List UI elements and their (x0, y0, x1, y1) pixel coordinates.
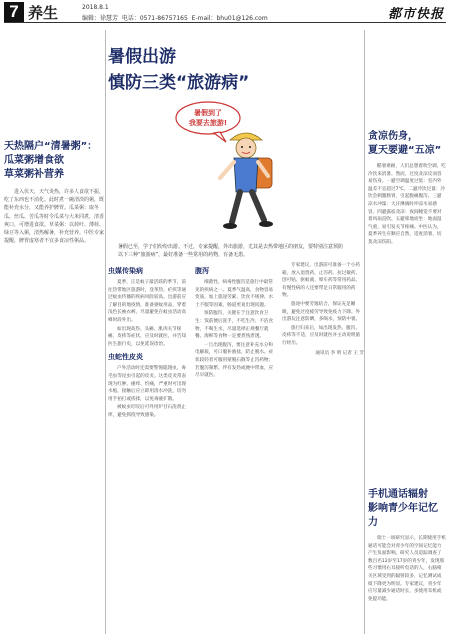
left-article-body: 进入伏天，天气炎热，许多人食欲不振，吃了东西也不消化。此时煮一碗清淡的粥，既能补充水分，又能养护脾胃。瓜菜粥：取冬瓜、丝瓜、苦瓜等时令瓜菜与大米同煮，清香爽口，可增进食欲。草菜粥：以荷叶、薄荷、绿豆等入粥，清热解暑，补充营养。中医专家提醒，脾胃虚寒者不宜多食凉性粥品。 (4, 189, 105, 245)
paragraph: 如出现高热、头痛、肌肉关节疼痛、皮疹等症状，应及时就医，并告知医生旅行史，以免延误诊治。 (108, 326, 187, 347)
traveler-drawing (168, 96, 288, 236)
left-title-line3: 草菜粥补营养 (4, 169, 64, 180)
section-heading-insect: 虫媒传染病 (108, 267, 143, 275)
head-icon (236, 138, 256, 158)
section-title: 养生 (28, 4, 59, 22)
paragraph: 细菌性、病毒性腹泻是旅行中最常见的疾病之一。夏季气温高，食物容易变质，加上旅途劳累、饮食不规律、水土不服等因素，肠道更易出现问题。 (195, 280, 274, 308)
body-shirt (234, 158, 258, 192)
main-column-2 (195, 262, 277, 381)
right1-title-line1: 贪凉伤身， (368, 131, 418, 142)
email: E-mail：bhu01@126.com (191, 15, 268, 22)
left-title-line1: 天热隔户“清暑粥”： (4, 141, 98, 152)
paragraph: 旅行归来后，如出现发热、腹泻、皮疹等不适，应及时就医并主动说明旅行经历。 (282, 325, 361, 346)
byline: 通讯员 李 明 记者 王 芳 (315, 350, 364, 356)
headline-line2: 慎防三类“旅游病” (108, 73, 250, 93)
editor: 编辑：徐慧芳 (82, 15, 119, 22)
illustration-caption: 暑假已至，学子们纷纷出游。不过，专家提醒，外出旅游，尤其是去热带地区的朋友，要特别注意预防以下三种“旅游病”，最好准备一些常用的药物，有备无患。 (118, 244, 344, 258)
section-heading-diarrhea: 腹泻 (195, 267, 209, 275)
column-divider-left (105, 30, 106, 634)
left-title-line2: 瓜菜粥增食欲 (4, 155, 64, 166)
main-column-1 (108, 262, 190, 421)
right1-title-line2: 夏天要避“五凉” (368, 145, 442, 156)
traveler-illustration (168, 96, 288, 236)
paragraph: 专家建议，出游前可准备一个小药箱，放入退烧药、止泻药、抗过敏药、创可贴、驱蚊液、晕车药等常用药品。有慢性病的人还要带足日常服用的药物。 (282, 263, 361, 299)
bubble-text-1: 暑假到了 (194, 109, 222, 117)
right-article-2-body: 瑞士一项研究显示，长期使用手机通话可能会对青少年的空间记忆能力产生负面影响。研究人员追踪调查了数百名12岁至17岁的青少年，发现那些习惯用右耳接听电话的人，右脑相关区域受到的辐射较多，记忆测试成绩下降更为明显。专家建议，青少年应尽量减少通话时长，多使用耳机或免提功能。 (368, 536, 446, 602)
headline-line1: 暑假出游 (108, 47, 176, 67)
page-number: 7 (4, 2, 24, 22)
left-article (4, 140, 104, 245)
phone: 电话：0571-86757165 (121, 15, 188, 22)
right-article-2 (368, 488, 446, 603)
paragraph: 夏季，正是蚊子最活跃的季节，前往热带地区旅游时，登革热、疟疾等通过蚊虫传播的疾病风险较高。出游前应了解目的地疫情，准备驱蚊用品，穿着浅色长袖衣裤，尽量避免在蚊虫活动高峰时段外出。 (108, 280, 187, 323)
main-column-3 (282, 262, 364, 356)
paragraph: 被蚊虫叮咬后可外用炉甘石洗剂止痒，避免抓挠导致感染。 (108, 405, 186, 418)
issue-date: 2018.8.1 (82, 4, 109, 11)
right2-title-line1: 手机通话辐射 (368, 489, 428, 500)
bubble-text-2: 我要去旅游! (188, 119, 228, 127)
shoe-left (223, 223, 237, 229)
shoe-right (259, 221, 273, 227)
right-article-1 (368, 130, 446, 247)
right-article-1-body: 酷暑难耐，人们总想着吹空调、吃冷饮来消暑。然而，过度贪凉反而容易伤身。一避空调温度过低：室内外温差不宜超过7℃。二避冷饮过量：冷饮会刺激肠胃，引起腹痛腹泻。三避凉水冲澡：大汗淋漓时冲凉水易感冒。四避露宿贪凉：夜间睡觉不要对着风扇直吹。五避席地而坐：地面湿气重，易引发关节疼痛。中医认为，夏季养生应顺应自然，适度消暑，切莫贪凉伤阳。 (368, 164, 446, 245)
speech-bubble-tail (214, 132, 226, 142)
paragraph: 预防腹泻，关键在于注意饮食卫生：饭前便后洗手，不吃生冷、不洁食物，不喝生水，尽量选择正规餐厅就餐。海鲜等食物一定要煮熟煮透。 (195, 311, 274, 340)
right-article-2-title (368, 488, 446, 530)
right-article-1-title (368, 130, 446, 158)
paragraph: 户外活动时还需要警惕隐翅虫、毒毛虫等昆虫引起的皮炎。这类皮炎常表现为红肿、瘙痒、灼痛，严重时可出现水疱。接触后应立即用清水冲洗，切勿用手拍打或搓揉，以免毒液扩散。 (108, 366, 187, 402)
main-headline (108, 44, 308, 96)
speech-bubble (176, 102, 240, 134)
newspaper-brand: 都市快报 (387, 7, 444, 22)
paragraph: 一旦出现腹泻，要注意补充水分和电解质，可口服补液盐，防止脱水。症状较轻者可服用蒙脱石散等止泻药物；若腹泻频繁、伴有发热或便中带血，应尽早就医。 (195, 342, 274, 379)
right2-title-line2: 影响青少年记忆力 (368, 503, 438, 528)
paragraph: 旅途中要劳逸结合，保证充足睡眠，避免过度疲劳导致免疫力下降。外出游玩注意防晒，多喝水，预防中暑。 (282, 301, 361, 323)
right-leg (252, 192, 264, 220)
column-divider-right (364, 30, 365, 634)
header-meta-line2 (82, 13, 268, 22)
left-article-title (4, 140, 104, 182)
left-leg (232, 192, 240, 222)
section-heading-dermatitis: 虫蛇性皮炎 (108, 353, 143, 362)
page-header (4, 3, 446, 23)
header-meta-line1 (82, 4, 109, 11)
main-article-body (108, 262, 364, 634)
